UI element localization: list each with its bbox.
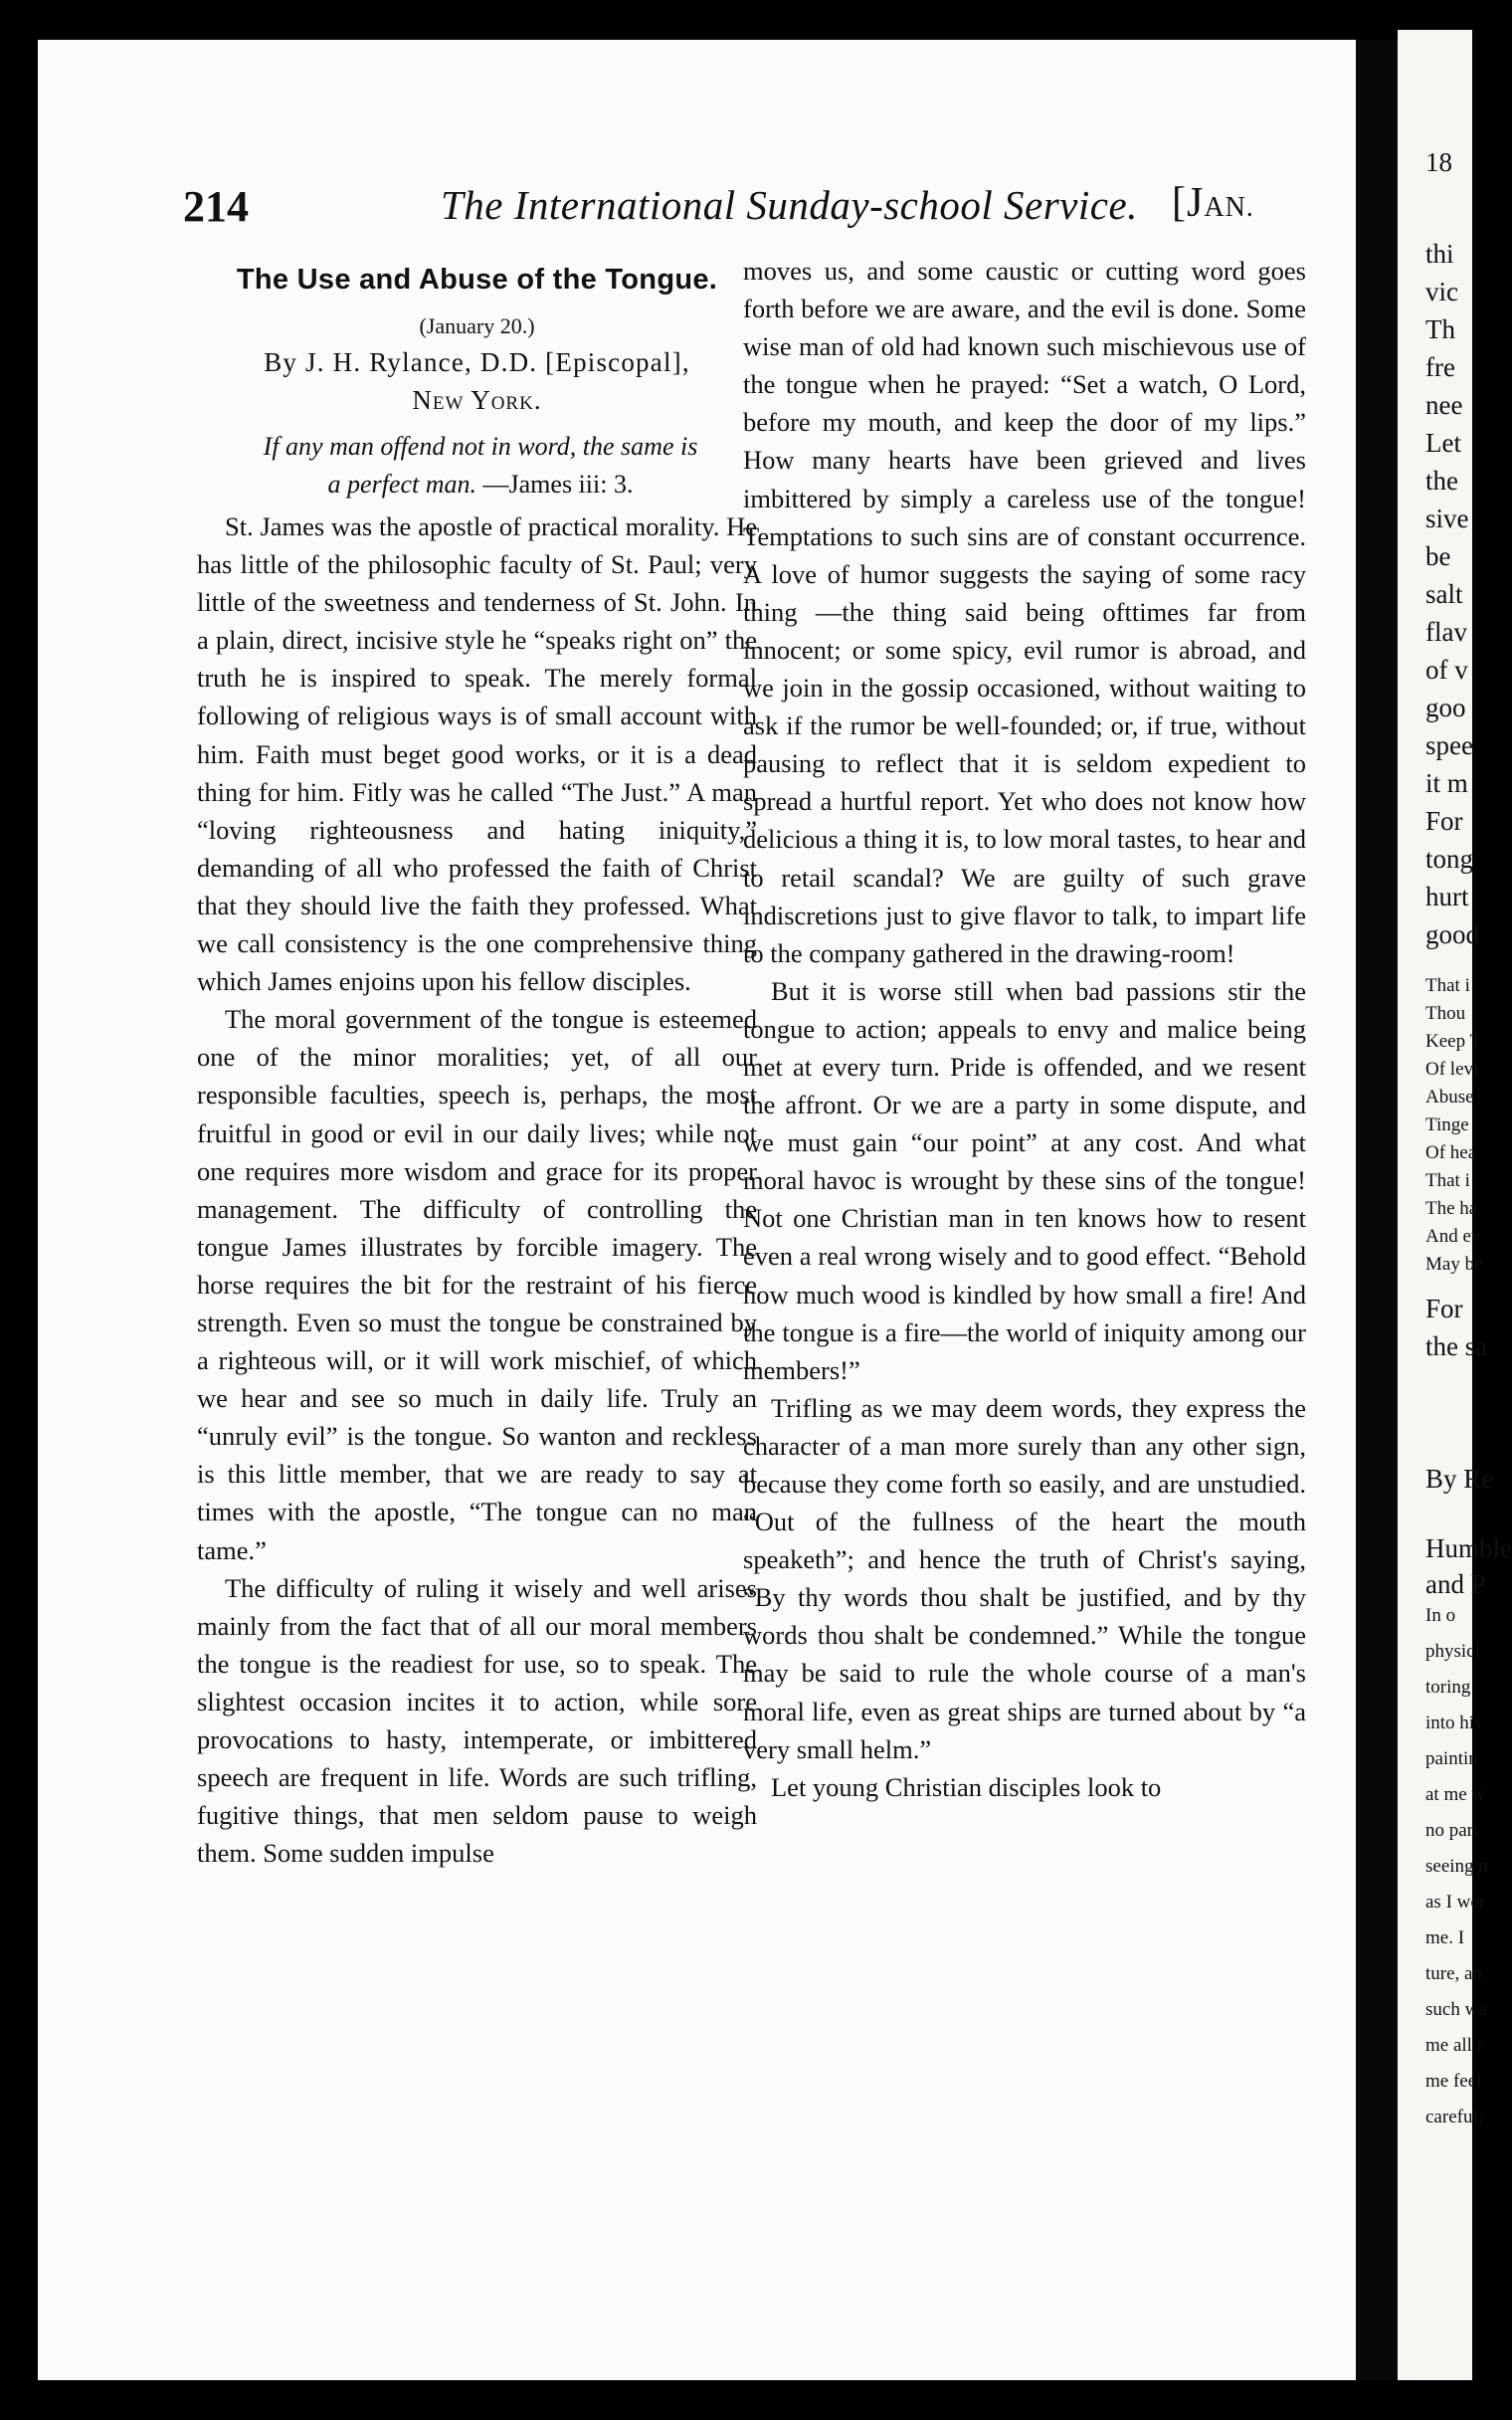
epigraph bbox=[202, 428, 759, 504]
next-page-fragment: paintin bbox=[1425, 1748, 1478, 1769]
book-gutter bbox=[1356, 40, 1398, 2380]
page-header bbox=[38, 161, 1356, 231]
next-page-fragment: of v bbox=[1425, 655, 1468, 685]
paragraph: But it is worse still when bad passions stir the tongue to action; appeals to envy and malice being met at every turn. Pride is offended, and we resent the affront. Or we are a party in some dispute, and we must gain “our point” at any cost. And what moral havoc is wrought by these sins of the tongue! Not one Christian man in ten knows how to resent even a real wrong wisely and to good effect. “Behold how much wood is kindled by how small a fire! And the tongue is a fire—the world of iniquity among our members!” bbox=[743, 975, 1306, 1385]
next-page-fragment: And ev bbox=[1425, 1226, 1481, 1247]
next-page-fragment: Let bbox=[1425, 428, 1461, 458]
month-rest: AN. bbox=[1204, 192, 1254, 223]
article-author bbox=[192, 343, 762, 419]
next-page-fragment: vic bbox=[1425, 277, 1458, 306]
next-page-fragment: Of hea bbox=[1425, 1142, 1477, 1163]
next-page-fragment: hurt bbox=[1425, 882, 1469, 911]
next-page-fragment: the bbox=[1425, 466, 1458, 496]
next-page-fragment: That i bbox=[1425, 1170, 1470, 1191]
next-page-fragment: 18 bbox=[1425, 147, 1452, 177]
next-page-fragment: The ha bbox=[1425, 1198, 1478, 1219]
next-page-fragment: into his bbox=[1425, 1713, 1482, 1733]
next-page-fragment: seeing n bbox=[1425, 1856, 1488, 1877]
next-page-fragment: be bbox=[1425, 541, 1451, 571]
next-page-fragment: For bbox=[1425, 1294, 1463, 1323]
month-open: [J bbox=[1172, 180, 1205, 226]
next-page-fragment: it m bbox=[1425, 768, 1468, 798]
next-page-fragment: me. I bbox=[1425, 1927, 1465, 1948]
next-page-fragment: careful; bbox=[1425, 2107, 1484, 2127]
article-date: (January 20.) bbox=[419, 313, 535, 338]
next-page-fragment: me all r bbox=[1425, 2035, 1484, 2056]
author-line-1: By J. H. Rylance, D.D. [Episcopal], bbox=[264, 347, 690, 377]
next-page-fragment: at me w bbox=[1425, 1784, 1486, 1805]
paragraph: The difficulty of ruling it wisely and well arises mainly from the fact that of all our moral members the tongue is the readiest for use, so to speak. The slightest occasion incites it to action, while sore provocations to hasty, intemperate, or imbittered speech are frequent in life. Words are such trifling, fugitive things, that men seldom pause to weigh them. Some sudden impulse bbox=[197, 1572, 757, 1869]
next-page-edge bbox=[1398, 30, 1512, 2380]
next-page-fragment: good bbox=[1425, 919, 1479, 949]
epigraph-line-2: a perfect man. bbox=[327, 470, 477, 499]
next-page-fragment: Thou bbox=[1425, 1003, 1466, 1024]
next-page-fragment: such wa bbox=[1425, 1999, 1487, 2020]
next-page-fragment: and P bbox=[1425, 1569, 1486, 1599]
next-page-fragment: By Re bbox=[1425, 1464, 1494, 1494]
next-page-fragment: Keep T bbox=[1425, 1031, 1482, 1052]
next-page-fragment: me feel bbox=[1425, 2071, 1482, 2092]
next-page-fragment: spee bbox=[1425, 730, 1473, 760]
next-page-fragment: thi bbox=[1425, 239, 1454, 269]
author-line-2: New York. bbox=[412, 385, 542, 415]
next-page-fragment: as I wer bbox=[1425, 1892, 1486, 1913]
next-page-fragment: the sa bbox=[1425, 1331, 1488, 1361]
epigraph-reference: —James iii: 3. bbox=[482, 470, 634, 499]
next-page-fragment: Tinge bbox=[1425, 1114, 1469, 1135]
paragraph: St. James was the apostle of practical morality. He has little of the philosophic faculty of St. Paul; very little of the sweetness and tenderness of St. John. In a plain, direct, incisive style he “speaks right on” the truth he is inspired to speak. The merely formal following of religious ways is of small account with him. Faith must beget good works, or it is a dead thing for him. Fitly was he called “The Just.” A man “loving righteousness and hating iniquity,” demanding of all who professed the faith of Christ that they should live the faith they professed. What we call consistency is the one comprehensive thing which James enjoins upon his fellow disciples. bbox=[197, 511, 757, 997]
article-title: The Use and Abuse of the Tongue. bbox=[236, 264, 718, 296]
next-page-fragment: tong bbox=[1425, 844, 1474, 874]
next-page-fragment: fre bbox=[1425, 352, 1455, 382]
paragraph: The moral government of the tongue is esteemed one of the minor moralities; yet, of all our responsible faculties, speech is, perhaps, the most fruitful in good or evil in our daily lives; while not one requires more wisdom and grace for its proper management. The difficulty of controlling the tongue James illustrates by forcible imagery. The horse requires the bit for the restraint of his fierce strength. Even so must the tongue be constrained by a righteous will, or it will work mischief, of which we hear and see so much in daily life. Truly an “unruly evil” is the tongue. So wanton and reckless is this little member, that we are ready to say at times with the apostle, “The tongue can no man tame.” bbox=[197, 1004, 757, 1565]
paragraph: Let young Christian disciples look to bbox=[771, 1771, 1162, 1802]
next-page-fragment: Of levi bbox=[1425, 1059, 1479, 1080]
next-page-fragment: physici bbox=[1425, 1641, 1480, 1662]
next-page-fragment: toring bbox=[1425, 1677, 1471, 1698]
left-column bbox=[197, 507, 757, 1872]
epigraph-line-1: If any man offend not in word, the same is bbox=[263, 432, 698, 461]
next-page-fragment: nee bbox=[1425, 390, 1463, 420]
next-page-fragment: ture, an bbox=[1425, 1963, 1482, 1984]
next-page-fragment: goo bbox=[1425, 693, 1466, 722]
next-page-fragment: no part bbox=[1425, 1820, 1479, 1841]
next-page-fragment: sive bbox=[1425, 504, 1469, 533]
next-page-fragment: May be bbox=[1425, 1254, 1483, 1275]
right-column bbox=[743, 252, 1306, 1806]
paragraph: moves us, and some caustic or cutting word goes forth before we are aware, and the evil is done. Some wise man of old had known such mischievous use of the tongue when he prayed: “Set a watch, O Lord, before my mouth, and keep the door of my lips.” How many hearts have been grieved and lives imbittered by simply a careless use of the tongue! Temptations to such sins are of constant occurrence. A love of humor suggests the saying of some racy thing —the thing said being ofttimes far from innocent; or some spicy, evil rumor is abroad, and we join in the gossip occasioned, without waiting to ask if the rumor be well-founded; or, if true, without pausing to reflect that it is seldom expedient to spread a hurtful report. Yet who does not know how delicious a thing it is, to low moral tastes, to hear and to retail scandal? We are guilty of such grave indiscretions just to give flavor to talk, to impart life to the company gathered in the drawing-room! bbox=[743, 256, 1306, 968]
next-page-fragment: Abuse bbox=[1425, 1087, 1474, 1108]
next-page-fragment: Humble bbox=[1425, 1533, 1512, 1563]
next-page-fragment: salt bbox=[1425, 579, 1463, 609]
page-number: 214 bbox=[183, 182, 249, 231]
paragraph: Trifling as we may deem words, they express the character of a man more surely than any other sign, because they come forth so easily, and are unstudied. “Out of the fullness of the heart the mouth speaketh”; and hence the truth of Christ's saying, “By thy words thou shalt be justified, and by thy words thou shalt be condemned.” While the tongue may be said to rule the whole course of a man's moral life, even as great ships are turned about by “a very small helm.” bbox=[743, 1392, 1306, 1764]
next-page-fragment: Th bbox=[1425, 314, 1455, 344]
month-label bbox=[1172, 179, 1254, 227]
book-page bbox=[38, 40, 1356, 2380]
next-page-fragment: That i bbox=[1425, 975, 1470, 996]
next-page-fragment: flav bbox=[1425, 617, 1467, 647]
next-page-fragment: In o bbox=[1425, 1605, 1456, 1626]
next-page-fragment: For bbox=[1425, 806, 1463, 836]
running-title: The International Sunday-school Service. bbox=[441, 182, 1138, 228]
